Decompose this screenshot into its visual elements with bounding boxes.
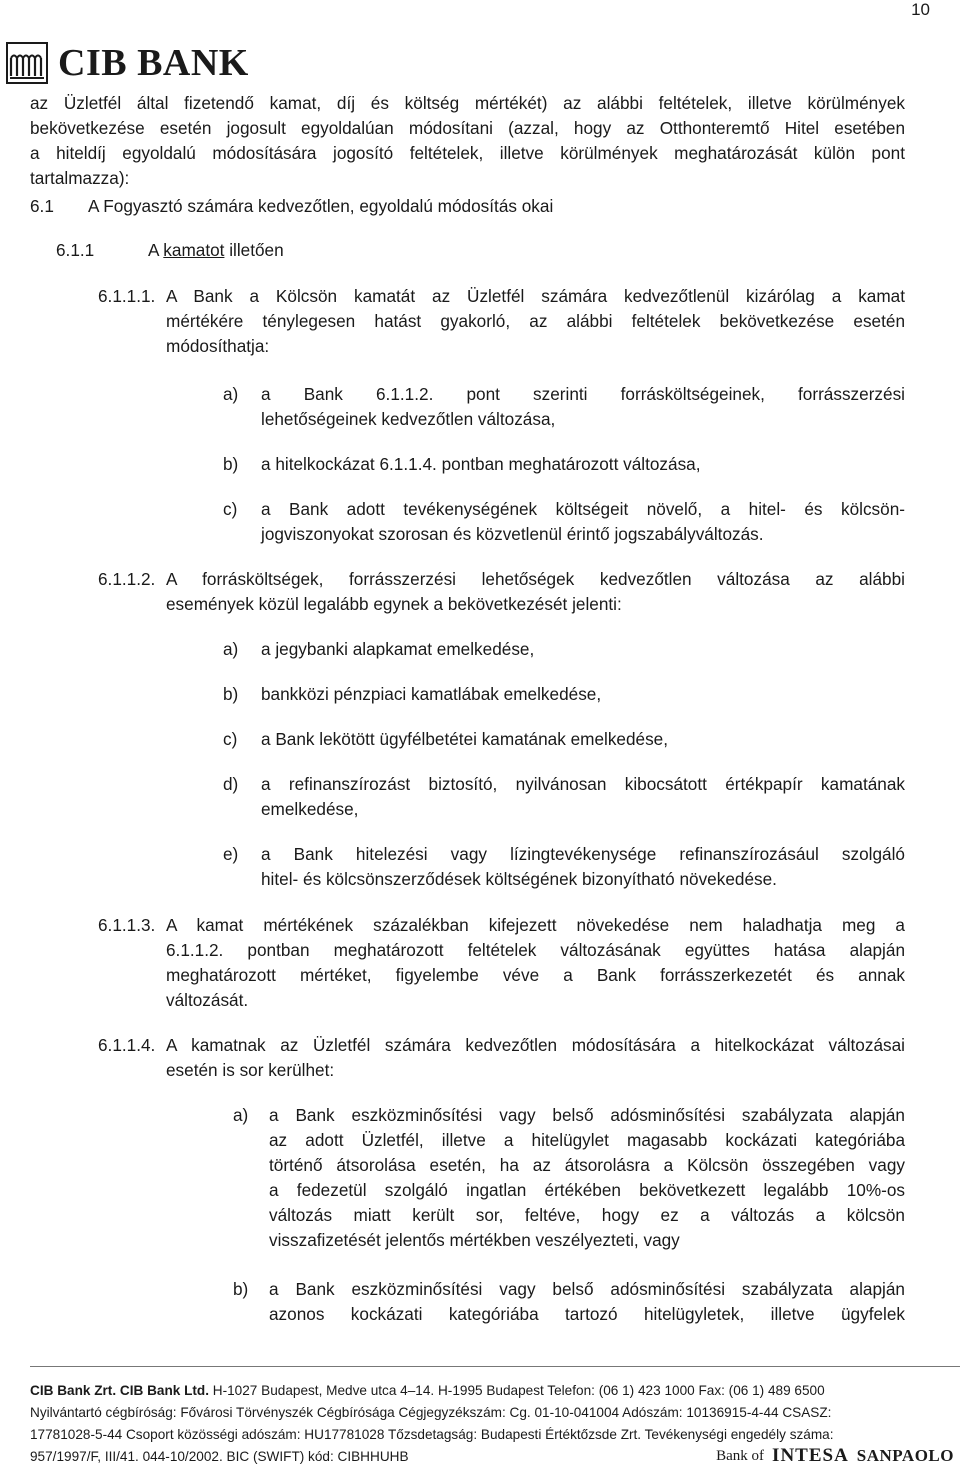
footer-line: CIB Bank Zrt. CIB Bank Ltd. H-1027 Budapest, Medve utca 4–14. H-1995 Budapest Telefon: (06 1) 423 1000 Fax: (06 1) 489 6500: [30, 1383, 825, 1398]
section-title: A kamatot illetően: [148, 240, 284, 260]
intro-line: tartalmazza):: [30, 168, 130, 188]
list-item: a hitelkockázat 6.1.1.4. pontban meghatározott változása,: [261, 454, 701, 474]
cib-bank-logo: [6, 40, 249, 86]
section-heading-6-1-1: [56, 240, 284, 261]
intro-line: az Üzletfél által fizetendő kamat, díj és költség mértékét) az alábbi feltételek, illetve körülmények: [30, 93, 905, 113]
page-number: 10: [911, 0, 930, 19]
intro-line: a hiteldíj egyoldalú módosítására jogosító feltételek, illetve körülmények meghatározását külön pont: [30, 143, 905, 163]
list-item: a Bank lekötött ügyfélbetétei kamatának emelkedése,: [261, 729, 669, 749]
bank-of-text: Bank of: [716, 1447, 765, 1464]
footer-line: Nyilvántartó cégbíróság: Fővárosi Törvényszék Cégbírósága Cégjegyzékszám: Cg. 01-10-041004 Adószám: 10136915-4-44 CSASZ:: [30, 1405, 832, 1420]
list-item: a refinanszírozást biztosító, nyilvánosan kibocsátott értékpapír kamatának emelkedése,: [261, 774, 905, 819]
intro-paragraph: [30, 91, 905, 191]
list-item: bankközi pénzpiaci kamatlábak emelkedése,: [261, 684, 602, 704]
section-number: 6.1: [30, 196, 54, 216]
section-heading-6-1: [30, 196, 554, 217]
paragraph-6-1-1-4: A kamatnak az Üzletfél számára kedvezőtlen módosítására a hitelkockázat változásai esetén is sor kerülhet:: [166, 1035, 905, 1080]
item-label: a): [223, 384, 239, 404]
paragraph-6-1-1-3: A kamat mértékének százalékban kifejezett növekedése nem haladhatja meg a 6.1.1.2. pontban meghatározott feltételek változásának együttes hatása alapján meghatározott mértéket, figyelembe véve a Bank forrásszerkezetét és annak változását.: [166, 915, 905, 1010]
list-item: a Bank eszközminősítési vagy belső adósminősítési szabályzata alapján azonos kockázati kategóriába tartozó hitelügyletek, illetve ügyfelek: [269, 1279, 905, 1324]
item-label: a): [233, 1105, 249, 1125]
item-label: e): [223, 844, 239, 864]
paragraph-number: 6.1.1.4.: [98, 1035, 156, 1055]
intesa-text: INTESA: [772, 1445, 849, 1466]
cib-columns-icon: [6, 42, 48, 84]
item-label: d): [223, 774, 239, 794]
item-label: a): [223, 639, 239, 659]
item-label: c): [223, 499, 238, 519]
paragraph-6-1-1-2: A forrásköltségek, forrásszerzési lehetőségek kedvezőtlen változása az alábbi események közül legalább egynek a bekövetkezését jelenti:: [166, 569, 905, 614]
list-item: a Bank adott tevékenységének költségeit növelő, a hitel- és kölcsön- jogviszonyokat szorosan és közvetlenül érintő jogszabályváltozás.: [261, 499, 905, 544]
logo-text: CIB BANK: [58, 42, 249, 84]
sanpaolo-text: SANPAOLO: [856, 1446, 954, 1465]
list-item: a Bank eszközminősítési vagy belső adósminősítési szabályzata alapján az adott Üzletfél, illetve a hitelügylet magasabb kockázati kategóriába történő átsorolása esetén, ha az átsorolásra a Kölcsön összegében vagy a fedezetül szolgáló ingatlan értékében bekövetkezett legalább 10%-os változás miatt került sor, feltéve, hogy ez a változás a kölcsön visszafizetését jelentős mértékben veszélyezteti, vagy: [269, 1105, 905, 1250]
list-item: a jegybanki alapkamat emelkedése,: [261, 639, 535, 659]
intesa-sanpaolo-logo: [716, 1445, 954, 1467]
item-label: b): [233, 1279, 249, 1299]
paragraph-number: 6.1.1.1.: [98, 286, 156, 306]
intro-line: bekövetkezése esetén jogosult egyoldalúan módosítani (azzal, hogy az Otthonteremtő Hitel esetében: [30, 118, 905, 138]
paragraph-number: 6.1.1.3.: [98, 915, 156, 935]
list-item: a Bank 6.1.1.2. pont szerinti forrásköltségeinek, forrásszerzési lehetőségeinek kedvezőtlen változása,: [261, 384, 905, 429]
section-title: A Fogyasztó számára kedvezőtlen, egyoldalú módosítás okai: [88, 196, 554, 216]
item-label: b): [223, 454, 239, 474]
footer-line: 17781028-5-44 Csoport közösségi adószám: HU17781028 Tőzsdetagság: Budapesti Értéktőzsde Zrt. Tevékenységi engedély száma:: [30, 1427, 834, 1442]
item-label: b): [223, 684, 239, 704]
section-number: 6.1.1: [56, 240, 95, 260]
item-label: c): [223, 729, 238, 749]
footer-line: 957/1997/F, III/41. 044-10/2002. BIC (SWIFT) kód: CIBHHUHB: [30, 1449, 409, 1464]
list-item: a Bank hitelezési vagy lízingtevékenysége refinanszírozásául szolgáló hitel- és kölcsönszerződések költségének bizonyítható növekedése.: [261, 844, 905, 889]
paragraph-number: 6.1.1.2.: [98, 569, 156, 589]
paragraph-6-1-1-1: A Bank a Kölcsön kamatát az Üzletfél számára kedvezőtlenül kizárólag a kamat mértékére ténylegesen hatást gyakorló, az alábbi feltételek bekövetkezése esetén módosíthatja:: [166, 286, 905, 356]
